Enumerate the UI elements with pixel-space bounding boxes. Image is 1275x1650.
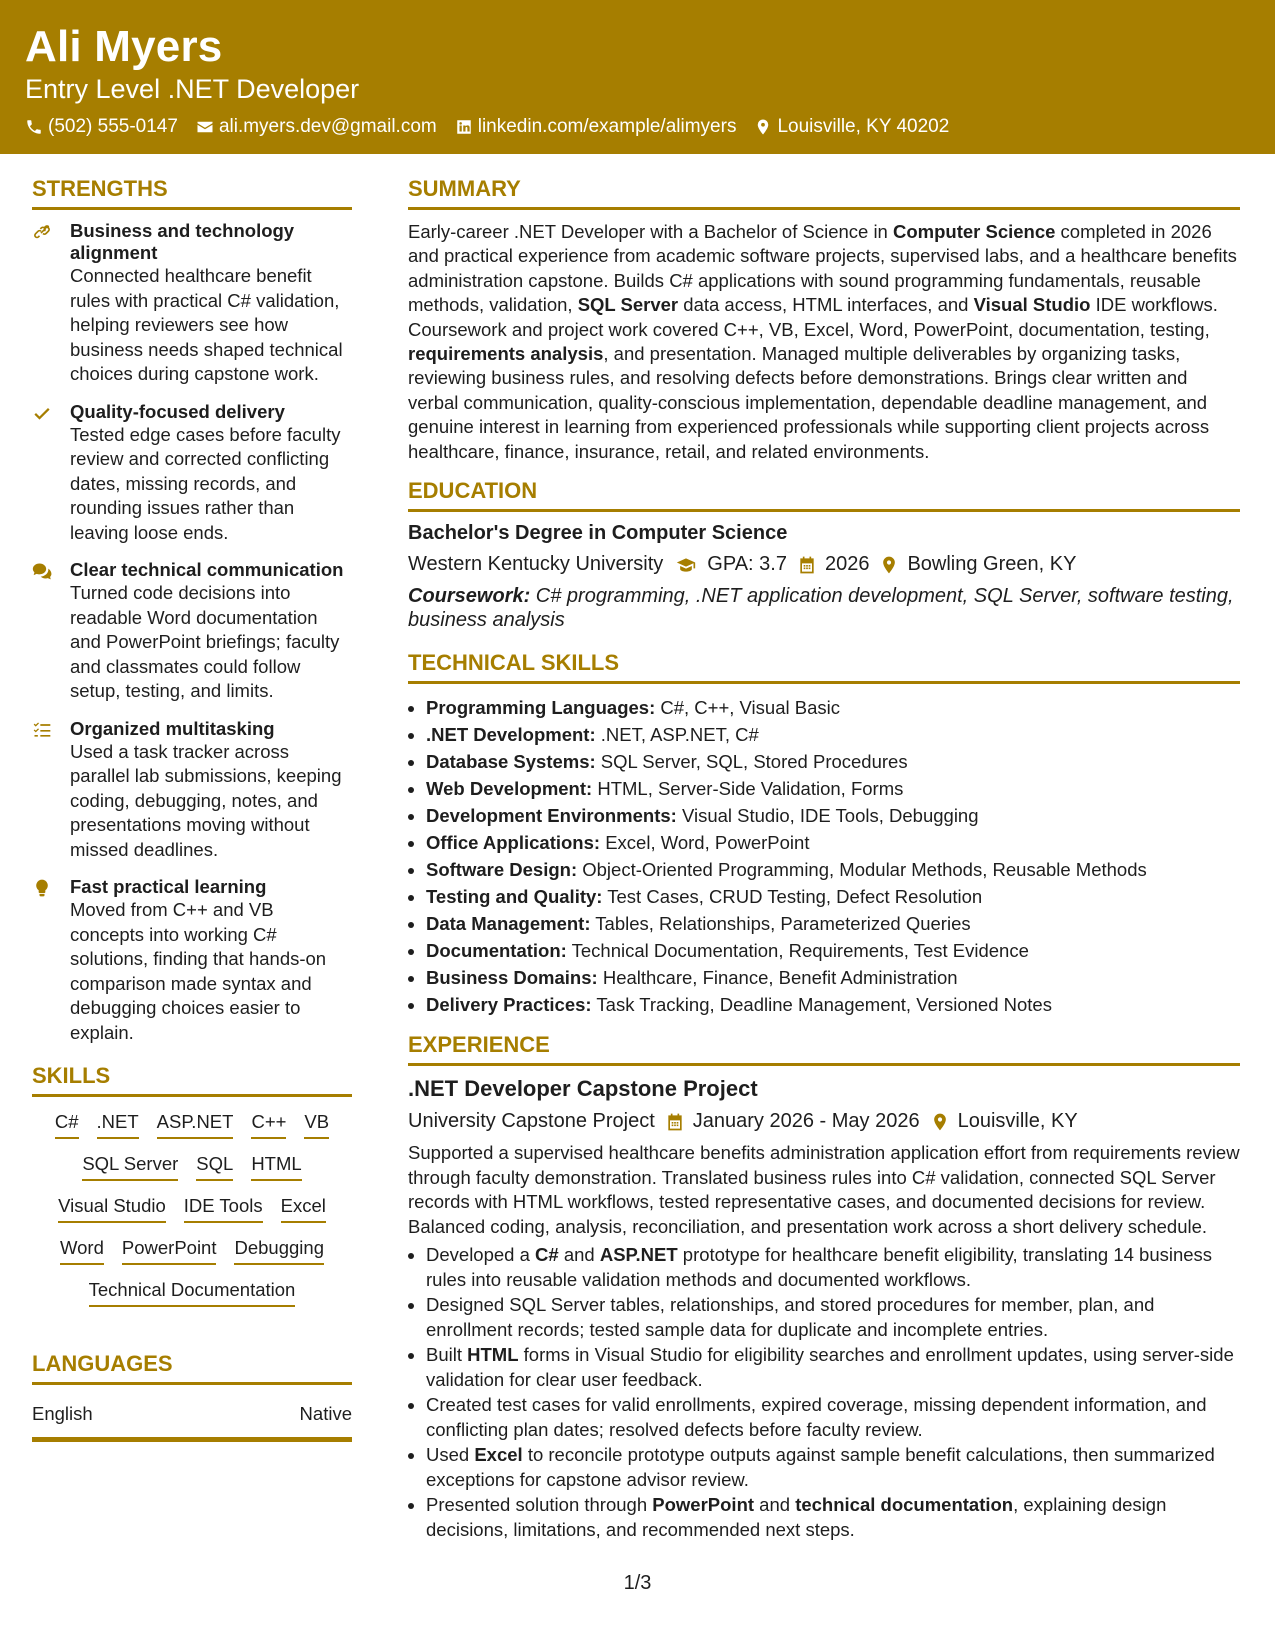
skills-heading: SKILLS [32,1063,352,1097]
skill-category: Development Environments: [426,805,677,827]
skill-values: HTML, Server-Side Validation, Forms [592,778,904,800]
skill-tag: PowerPoint [122,1237,217,1265]
skill-tag: C++ [251,1111,286,1139]
phone-text: (502) 555-0147 [48,116,178,137]
list-item [426,856,1240,883]
list-item [426,748,1240,775]
graduation-year-item [797,553,870,576]
strength-item [32,559,352,704]
summary-segment: , and presentation. Managed multiple deliverables by organizing tasks, reviewing business rules, and resolving defects before demonstrations. Brings clear written and verbal communication, quality-conscious implementation, dependable deadline management, and genuine interest in learning from experienced professionals while supporting client projects across healthcare, finance, insurance, retail, and related environments. [408,343,1210,462]
summary-highlight: SQL Server [577,294,679,316]
linkedin-text: linkedin.com/example/alimyers [477,116,737,137]
skills-tags [32,1107,352,1307]
bullet-highlight: C# [535,1244,559,1266]
contact-email[interactable] [196,116,437,138]
strength-item [32,220,352,387]
list-item [426,1393,1240,1442]
list-item [426,1493,1240,1542]
calendar-icon [797,555,817,575]
job-bullets [408,1243,1240,1542]
comments-icon [32,561,52,581]
check-icon [32,403,52,423]
bullet-text: forms in Visual Studio for eligibility searches and enrollment updates, using server-side validation for clear user feedback. [426,1344,1234,1390]
strength-title: Organized multitasking [70,717,275,739]
summary-segment: Early-career .NET Developer with a Bachelor of Science in [408,221,893,242]
language-level: Native [299,1403,352,1424]
education-location: Bowling Green, KY [907,553,1077,576]
envelope-icon [196,118,214,136]
skill-values: Test Cases, CRUD Testing, Defect Resolution [602,886,983,908]
list-item [426,964,1240,991]
list-item [426,991,1240,1018]
education-location-item [879,553,1076,576]
skill-tag: C# [55,1111,79,1139]
resume-header [0,0,1275,154]
strength-desc: Moved from C++ and VB concepts into working C# solutions, finding that hands-on comparison made syntax and debugging choices easier to explain. [70,899,327,1043]
language-row [32,1395,352,1442]
bullet-text: Created test cases for valid enrollments, expired coverage, missing dependent information, and conflicting plan dates; resolved defects before faculty review. [426,1394,1207,1440]
right-column [408,176,1240,1543]
gpa-item [673,553,787,576]
map-marker-icon [930,1112,950,1132]
job-location-item [930,1110,1078,1133]
technical-skills-list [408,694,1240,1018]
strength-title: Business and technology alignment [70,220,295,263]
email-text: ali.myers.dev@gmail.com [218,116,437,137]
technical-skills-heading: TECHNICAL SKILLS [408,650,1240,684]
summary-text [408,220,1240,464]
skill-values: Healthcare, Finance, Benefit Administration [597,967,958,989]
map-marker-icon [754,118,772,136]
skill-tag: HTML [251,1153,301,1181]
skill-category: Office Applications: [426,832,601,854]
list-item [426,802,1240,829]
contact-location [754,116,949,138]
page-number: 1/3 [623,1572,652,1594]
skill-values: SQL Server, SQL, Stored Procedures [595,751,908,773]
summary-highlight: Computer Science [892,221,1056,242]
lightbulb-icon [32,878,52,898]
graduation-year: 2026 [824,553,870,576]
summary-highlight: requirements analysis [408,343,604,365]
coursework-text: C# programming, .NET application development, SQL Server, software testing, business analysis [408,585,1234,632]
skill-values: .NET, ASP.NET, C# [595,724,759,746]
list-item [426,1243,1240,1292]
strength-item [32,718,352,863]
strength-title: Fast practical learning [70,876,267,897]
skill-tag: ASP.NET [157,1111,234,1139]
summary-heading: SUMMARY [408,176,1240,210]
skill-category: Web Development: [426,778,593,800]
strengths-heading: STRENGTHS [32,176,352,210]
skill-category: Programming Languages: [426,697,656,719]
bullet-highlight: technical documentation [795,1494,1014,1516]
left-column [32,176,352,1442]
bullet-text: , explaining design decisions, limitations, and recommended next steps. [426,1494,1167,1540]
degree-title: Bachelor's Degree in Computer Science [408,522,788,545]
school-name: Western Kentucky University [408,553,664,576]
candidate-title: Entry Level .NET Developer [25,74,360,104]
contact-bar [25,116,949,138]
list-item [426,829,1240,856]
skill-tag: SQL [196,1153,233,1181]
list-item [426,910,1240,937]
skill-category: Testing and Quality: [426,886,603,908]
skill-values: Technical Documentation, Requirements, Test Evidence [566,940,1029,962]
link-icon [32,222,52,242]
summary-highlight: Visual Studio [973,294,1091,316]
list-item [426,1293,1240,1342]
bullet-text: prototype for healthcare benefit eligibility, translating 14 business rules into reusable validation methods and documented workflows. [426,1244,1213,1290]
skill-category: Software Design: [426,859,578,881]
phone-icon [25,118,43,136]
skill-values: Object-Oriented Programming, Modular Methods, Reusable Methods [577,859,1147,881]
strength-item [32,876,352,1045]
bullet-text: to reconcile prototype outputs against sample benefit calculations, then summarized exceptions for capstone advisor review. [426,1444,1215,1490]
summary-segment: completed in 2026 and practical experience from academic software projects, supervised labs, and a healthcare benefits administration capstone. Builds C# applications with sound programming fundamentals, reusable methods, validation, [408,221,1237,316]
calendar-icon [665,1112,685,1132]
bullet-text: and [754,1494,796,1516]
skill-category: Business Domains: [426,967,598,989]
linkedin-icon [455,118,473,136]
skill-tag: SQL Server [82,1153,178,1181]
task-list-icon [32,720,52,740]
map-marker-icon [879,555,899,575]
job-description: Supported a supervised healthcare benefits administration application effort from requirements review through faculty demonstration. Translated business rules into C# validation, connected SQL Server records with HTML workflows, tested representative cases, and documented decisions for review. Balanced coding, analysis, reconciliation, and presentation work across a short delivery schedule. [408,1142,1240,1237]
strength-desc: Connected healthcare benefit rules with practical C# validation, helping reviewers see how business needs shaped technical choices during capstone work. [70,265,343,384]
skill-category: Data Management: [426,913,591,935]
strength-title: Quality-focused delivery [70,400,285,422]
skill-values: Excel, Word, PowerPoint [600,832,810,854]
skill-values: C#, C++, Visual Basic [655,697,840,719]
skill-tag: Technical Documentation [89,1279,296,1307]
list-item [426,1443,1240,1492]
skill-tag: Debugging [234,1237,324,1265]
bullet-text: and [558,1244,600,1266]
skill-values: Tables, Relationships, Parameterized Queries [590,913,971,935]
coursework [408,584,1240,632]
skill-tag: VB [304,1111,329,1139]
job-location: Louisville, KY [957,1110,1078,1133]
gpa-text: GPA: 3.7 [707,553,787,576]
bullet-highlight: HTML [467,1344,519,1366]
job-meta [408,1110,1240,1133]
education-meta [408,553,1240,576]
strength-desc: Tested edge cases before faculty review and corrected conflicting dates, missing records, and rounding issues rather than leaving loose ends. [70,423,341,543]
bullet-text: Used [426,1444,475,1466]
job-title: .NET Developer Capstone Project [408,1076,758,1102]
strength-desc: Turned code decisions into readable Word documentation and PowerPoint briefings; faculty and classmates could follow setup, testing, and limits. [70,582,340,701]
list-item [426,937,1240,964]
skill-values: Visual Studio, IDE Tools, Debugging [676,805,979,827]
job-dates-item [665,1110,920,1133]
summary-segment: IDE workflows. Coursework and project work covered C++, VB, Excel, Word, PowerPoint, documentation, testing, [408,294,1218,340]
skill-category: .NET Development: [426,724,596,746]
skill-category: Database Systems: [426,751,596,773]
contact-phone[interactable] [25,116,178,138]
education-heading: EDUCATION [408,478,1240,512]
bullet-highlight: PowerPoint [652,1494,755,1516]
candidate-name: Ali Myers [25,22,223,71]
job-org: University Capstone Project [408,1110,655,1133]
skill-tag: .NET [97,1111,139,1139]
contact-linkedin[interactable] [455,116,737,138]
skill-tag: IDE Tools [184,1195,263,1223]
languages-heading: LANGUAGES [32,1351,352,1385]
skill-category: Delivery Practices: [426,994,592,1016]
list-item [426,775,1240,802]
experience-heading: EXPERIENCE [408,1032,1240,1066]
list-item [426,721,1240,748]
job-dates: January 2026 - May 2026 [692,1110,920,1133]
skill-tag: Visual Studio [58,1195,166,1223]
skill-category: Documentation: [426,940,567,962]
list-item [426,694,1240,721]
list-item [426,883,1240,910]
list-item [426,1343,1240,1392]
graduation-cap-icon [673,555,699,575]
bullet-text: Built [426,1344,468,1366]
summary-segment: data access, HTML interfaces, and [678,294,974,316]
skill-tag: Word [60,1237,104,1265]
skill-values: Task Tracking, Deadline Management, Versioned Notes [591,994,1052,1016]
strength-title: Clear technical communication [70,559,344,580]
bullet-text: Presented solution through [426,1494,653,1516]
language-name: English [32,1403,93,1424]
bullet-text: Designed SQL Server tables, relationships, and stored procedures for member, plan, and enrollment records; tested sample data for duplicate and incomplete entries. [426,1294,1155,1340]
strength-desc: Used a task tracker across parallel lab submissions, keeping coding, debugging, notes, and presentations moving without missed deadlines. [70,740,342,860]
coursework-label: Coursework: [408,585,531,608]
strength-item [32,401,352,546]
skill-tag: Excel [281,1195,326,1223]
location-text: Louisville, KY 40202 [777,116,950,137]
bullet-highlight: Excel [474,1444,523,1466]
bullet-highlight: ASP.NET [599,1244,678,1266]
bullet-text: Developed a [426,1244,536,1266]
